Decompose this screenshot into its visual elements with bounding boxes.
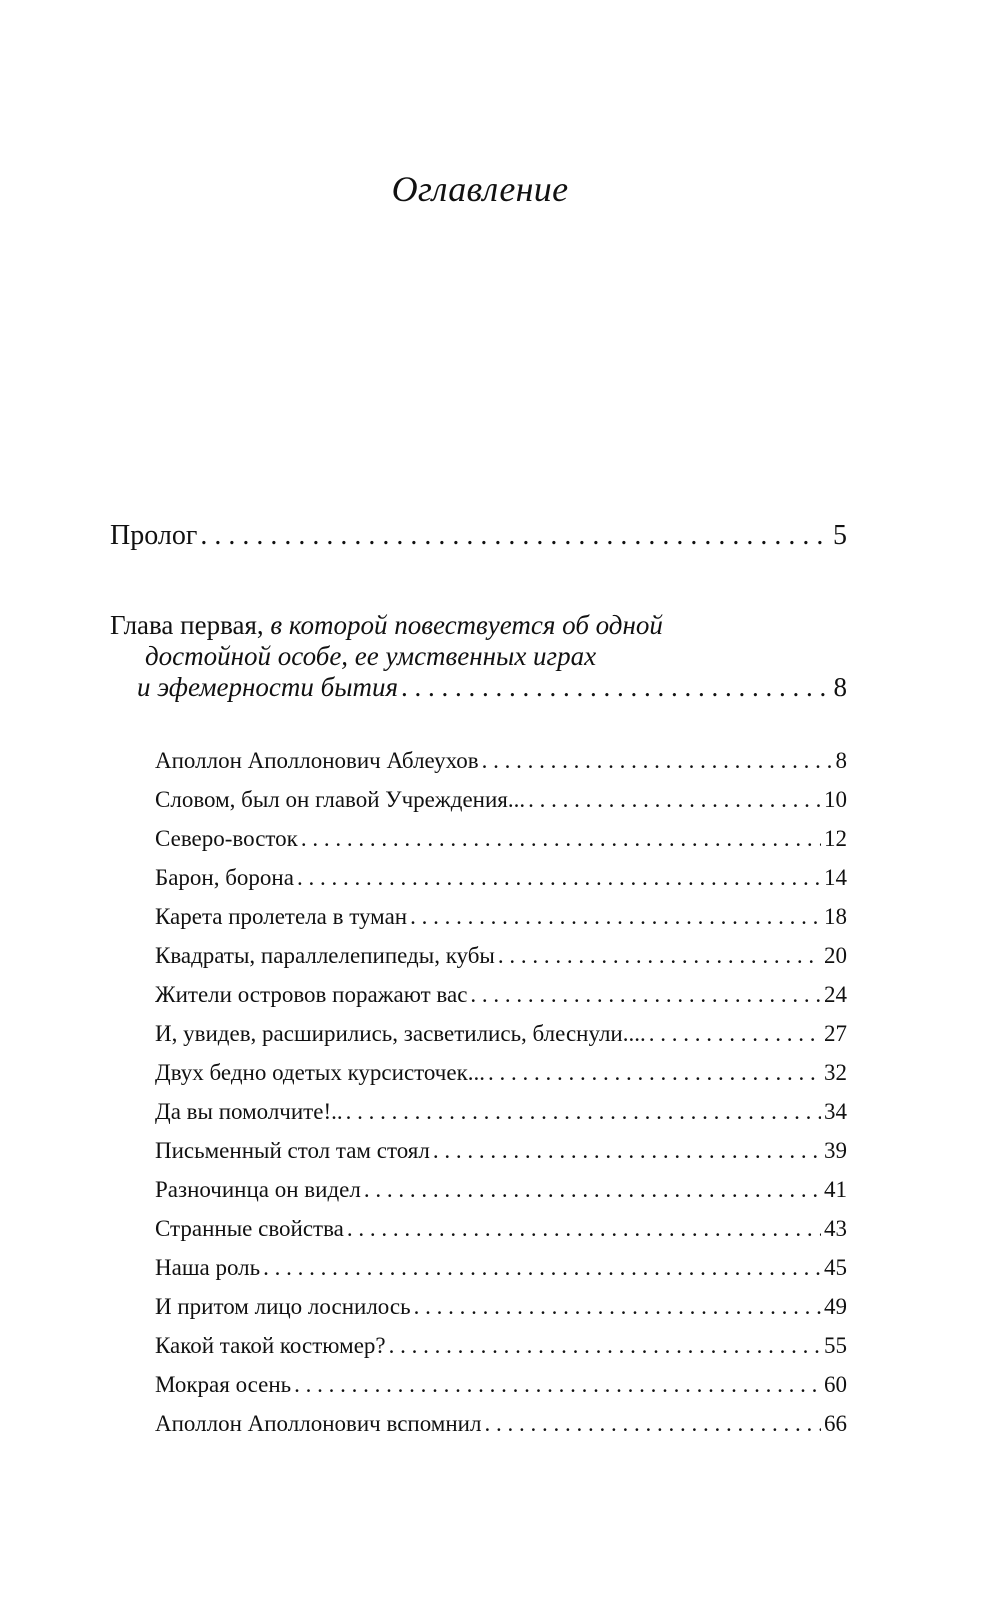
toc-section-page: 12 xyxy=(824,826,847,851)
dot-leader xyxy=(389,1333,821,1359)
toc-section-label: Странные свойства xyxy=(155,1216,344,1241)
dot-leader xyxy=(414,1294,821,1320)
toc-section-label: Да вы помолчите!.. xyxy=(155,1099,343,1124)
dot-leader xyxy=(410,904,821,930)
dot-leader xyxy=(470,982,821,1008)
dot-leader xyxy=(498,943,821,969)
dot-leader xyxy=(346,1099,821,1125)
toc-section-label: Письменный стол там стоял xyxy=(155,1138,430,1163)
toc-section-page: 10 xyxy=(824,787,847,812)
toc-entry-chapter-one xyxy=(137,672,847,703)
dot-leader xyxy=(484,1411,821,1437)
toc-section xyxy=(155,1099,847,1131)
toc-section-page: 24 xyxy=(824,982,847,1007)
dot-leader xyxy=(488,1060,821,1086)
dot-leader xyxy=(401,672,830,703)
toc-section-page: 60 xyxy=(824,1372,847,1397)
dot-leader xyxy=(347,1216,821,1242)
toc-section-page: 8 xyxy=(835,748,847,773)
chapter-subtitle-line-2: достойной особе, ее умственных играх xyxy=(145,641,597,671)
dot-leader xyxy=(649,1021,821,1047)
toc-section-page: 39 xyxy=(824,1138,847,1163)
toc-section xyxy=(155,1372,847,1404)
toc-section-label: Квадраты, параллелепипеды, кубы xyxy=(155,943,495,968)
toc-entry-page: 5 xyxy=(833,520,847,551)
toc-section xyxy=(155,982,847,1014)
toc-section-label: Аполлон Аполлонович вспомнил xyxy=(155,1411,482,1436)
toc-section xyxy=(155,1411,847,1443)
toc-section-label: И, увидев, расширились, засветились, блеснули.... xyxy=(155,1021,646,1046)
toc-section xyxy=(155,1021,847,1053)
toc-section-label: Двух бедно одетых курсисточек... xyxy=(155,1060,486,1085)
toc-section-label: Аполлон Аполлонович Аблеухов xyxy=(155,748,479,773)
toc-section-page: 18 xyxy=(824,904,847,929)
toc-section-label: Северо-восток xyxy=(155,826,298,851)
dot-leader xyxy=(263,1255,821,1281)
toc-entry-prolog xyxy=(110,520,847,552)
toc-section-label: Наша роль xyxy=(155,1255,261,1280)
toc-section xyxy=(155,865,847,897)
toc-entry-label: Пролог xyxy=(110,520,198,551)
toc-section-page: 34 xyxy=(824,1099,847,1124)
dot-leader xyxy=(297,865,821,891)
toc-section xyxy=(155,787,847,819)
toc-section-page: 55 xyxy=(824,1333,847,1358)
toc-section-page: 41 xyxy=(824,1177,847,1202)
toc-section-page: 49 xyxy=(824,1294,847,1319)
chapter-subtitle-line-1: в которой повествуется об одной xyxy=(270,610,663,640)
toc-section xyxy=(155,1333,847,1365)
toc-section-label: Жители островов поражают вас xyxy=(155,982,468,1007)
toc-section-label: Разночинца он видел xyxy=(155,1177,361,1202)
dot-leader xyxy=(528,787,821,813)
toc-section xyxy=(155,748,847,780)
toc-section-label: Какой такой костюмер? xyxy=(155,1333,386,1358)
dot-leader xyxy=(364,1177,821,1203)
toc-section-label: Словом, был он главой Учреждения... xyxy=(155,787,526,812)
toc-section xyxy=(155,1255,847,1287)
toc-section xyxy=(155,826,847,858)
toc-section-label: И притом лицо лоснилось xyxy=(155,1294,411,1319)
toc-section xyxy=(155,1060,847,1092)
dot-leader xyxy=(433,1138,821,1164)
toc-section xyxy=(155,943,847,975)
toc-section-page: 14 xyxy=(824,865,847,890)
toc-section xyxy=(155,904,847,936)
dot-leader xyxy=(482,748,833,774)
page-title: Оглавление xyxy=(391,169,569,209)
chapter-lead: Глава первая, xyxy=(110,610,271,640)
toc-section xyxy=(155,1216,847,1248)
toc-section-label: Карета пролетела в туман xyxy=(155,904,408,929)
toc-section-page: 66 xyxy=(824,1411,847,1436)
chapter-heading-line-1 xyxy=(110,610,663,641)
toc-entry-page: 8 xyxy=(833,672,847,702)
toc-section xyxy=(155,1177,847,1209)
toc-section-page: 32 xyxy=(824,1060,847,1085)
toc-section-page: 45 xyxy=(824,1255,847,1280)
chapter-subtitle-line-3: и эфемерности бытия xyxy=(137,672,399,702)
toc-section-page: 43 xyxy=(824,1216,847,1241)
dot-leader xyxy=(200,520,830,552)
dot-leader xyxy=(294,1372,821,1398)
toc-section-page: 20 xyxy=(824,943,847,968)
toc-section-label: Мокрая осень xyxy=(155,1372,292,1397)
dot-leader xyxy=(301,826,821,852)
toc-section xyxy=(155,1138,847,1170)
toc-section-page: 27 xyxy=(824,1021,847,1046)
toc-section-label: Барон, борона xyxy=(155,865,294,890)
toc-section xyxy=(155,1294,847,1326)
